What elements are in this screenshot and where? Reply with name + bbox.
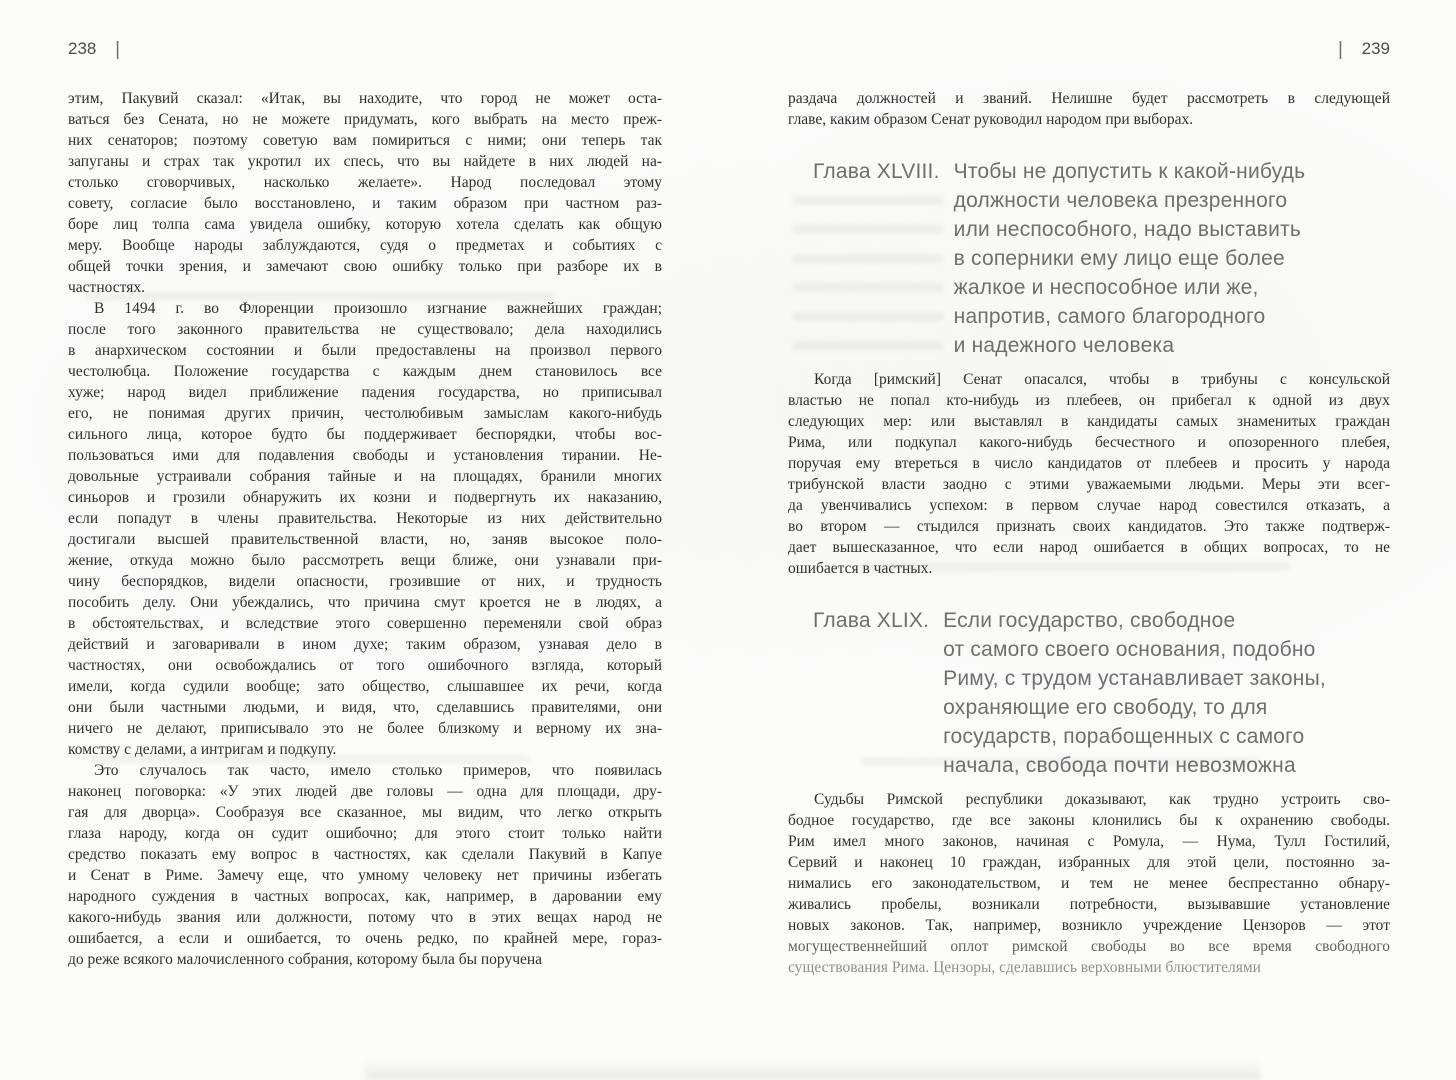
text-line: главе, каким образом Сенат руководил народом при выборах. <box>788 111 1194 128</box>
text-line: ничего не делают, приписывало это не более близкому и верному их зна- <box>68 720 662 737</box>
paragraph <box>68 298 662 760</box>
chapter-title-line: должности человека презренного <box>953 189 1288 212</box>
chapter-title-line: в соперники ему лицо еще более <box>953 247 1285 270</box>
chapter-heading <box>788 157 1390 360</box>
text-line: наконец поговорка: «У этих людей две головы — одна для площади, дру- <box>68 783 662 800</box>
text-line: ошибается, а если и ошибается, то очень редко, по крайней мере, гораз- <box>68 930 662 947</box>
text-line: Когда [римский] Сенат опасался, чтобы в трибуны с консульской <box>814 371 1390 388</box>
text-line: раздача должностей и званий. Нелишне будет рассмотреть в следующей <box>788 90 1390 107</box>
chapter-number-label: Глава XLVIII. <box>813 160 940 183</box>
text-line: пользоваться ими для подавления свободы и установления тирании. Не- <box>68 447 662 464</box>
page-header-right <box>788 38 1390 62</box>
text-line: столько сговорчивых, насколько желаете». Народ последовал этому <box>68 174 662 191</box>
text-line: живались пробелы, возникали потребности, вызывавшие установление <box>788 896 1390 913</box>
paragraph <box>68 88 662 298</box>
chapter-title-line: Если государство, свободное <box>943 609 1236 632</box>
text-line: действий и заговаривали в ином духе; таким образом, узнавая дело в <box>68 636 662 653</box>
chapter-title-line: Риму, с трудом устанавливает законы, <box>943 667 1326 690</box>
text-line: честолюбца. Положение государства с каждым днем становилось все <box>68 363 662 380</box>
text-line: бодное государство, где все законы клонились бы к охранению свободы. <box>788 812 1390 829</box>
chapter-title-line: жалкое и неспособное или же, <box>953 276 1259 299</box>
chapter-title <box>954 157 1390 360</box>
chapter-title-line: от самого своего основания, подобно <box>943 638 1316 661</box>
page-number-left: 238 <box>68 39 97 58</box>
page-header-left <box>68 38 662 62</box>
text-line: комству с делами, а интригам и подкупу. <box>68 741 337 758</box>
text-line: ваться без Сената, но не можете придумать, кого выбрать на место преж- <box>68 111 662 128</box>
chapter-title <box>943 606 1390 780</box>
paragraph <box>788 789 1390 978</box>
text-line: средство показать ему вопрос в частностях, как сделали Пакувий в Капуе <box>68 846 662 863</box>
page-body-left <box>68 88 662 970</box>
text-line: властью не попал кто-нибудь из плебеев, он прибегал к одной из двух <box>788 392 1390 409</box>
text-line: глаза народу, когда он судит ошибочно; для этого стоит только найти <box>68 825 662 842</box>
text-line: них сенаторов; поэтому советую вам помириться с ними; они теперь так <box>68 132 662 149</box>
text-line: общей точки зрения, и замечают свою ошибку только при разборе их в <box>68 258 662 275</box>
text-line: народного суждения в частных вопросах, как, например, в даровании ему <box>68 888 662 905</box>
paragraph <box>788 369 1390 579</box>
text-line: частностях. <box>68 279 145 296</box>
text-line: Рима, или подкупал какого-нибудь бесчестного и опозоренного плебея, <box>788 434 1390 451</box>
text-line: хуже; народ видел приближение падения государства, но приписывал <box>68 384 662 401</box>
text-line: после того законного правительства не существовало; дела находились <box>68 321 662 338</box>
chapter-title-line: или неспособного, надо выставить <box>953 218 1301 241</box>
text-line: совету, согласие было восстановлено, и таким образом при частном раз- <box>68 195 662 212</box>
chapter-title-line: Чтобы не допустить к какой-нибудь <box>953 160 1306 183</box>
text-line: В 1494 г. во Флоренции произошло изгнание важнейших граждан; <box>94 300 662 317</box>
chapter-title-line: государств, порабощенных с самого <box>943 725 1305 748</box>
text-line: пособить делу. Они убеждались, что причина смут кроется не в людях, а <box>68 594 662 611</box>
text-line: меру. Вообще народы заблуждаются, судя о предметах и событиях с <box>68 237 662 254</box>
paragraph <box>788 88 1390 130</box>
text-line: гая для дворца». Сообразуя все сказанное, мы видим, что легко открыть <box>68 804 662 821</box>
text-line: во втором — стыдился признать своих кандидатов. Это также подтверж- <box>788 518 1390 535</box>
text-line: жение, откуда можно было рассмотреть вещи ближе, они узнавали при- <box>68 552 662 569</box>
chapter-title-line: напротив, самого благородного <box>953 305 1266 328</box>
chapter-number-label: Глава XLIX. <box>813 609 930 632</box>
text-line: существования Рима. Цензоры, сделавшись верховными блюстителями <box>788 959 1261 976</box>
text-line: в анархическом состоянии и были предоставлены на произвол первого <box>68 342 662 359</box>
text-line: этим, Пакувий сказал: «Итак, вы находите, что город не может оста- <box>68 90 662 107</box>
text-line: запуганы и страх так укротил их спесь, что вы найдете в них людей на- <box>68 153 662 170</box>
scan-shadow <box>365 1060 1260 1080</box>
text-line: боре лиц толпа сама увидела ошибку, которую хотела сделать как общую <box>68 216 662 233</box>
text-line: сильного лица, которое будто бы поддерживает беспорядки, чтобы вос- <box>68 426 662 443</box>
chapter-title-line: и надежного человека <box>953 334 1175 357</box>
text-line: если попадут в члены правительства. Некоторые из них действительно <box>68 510 662 527</box>
text-line: ошибается в частных. <box>788 560 933 577</box>
text-line: Это случалось так часто, имело столько примеров, что появилась <box>94 762 662 779</box>
paragraph <box>68 760 662 970</box>
text-line: они были частными людьми, и видя, что, сделавшись правителями, они <box>68 699 662 716</box>
chapter-heading <box>788 606 1390 780</box>
text-line: до реже всякого малочисленного собрания, которому была бы поручена <box>68 951 543 968</box>
text-line: какого-нибудь звания или должности, потому что в этих вещах народ не <box>68 909 662 926</box>
page-number-right: 239 <box>1361 39 1390 58</box>
text-line: трибунской власти заодно с этими уважаемыми людьми. Меры эти всег- <box>788 476 1390 493</box>
text-line: его, не понимая других причин, честолюбивым замыслам какого-нибудь <box>68 405 662 422</box>
text-line: частностях, они освобождались от того ошибочного взгляда, который <box>68 657 662 674</box>
chapter-title-line: охраняющие его свободу, то для <box>943 696 1268 719</box>
text-line: в обстоятельствах, и вследствие этого совершенно переменяли свой образ <box>68 615 662 632</box>
text-line: довольные устраивали собрания тайные и на площадях, бранили многих <box>68 468 662 485</box>
text-line: Судьбы Римской республики доказывают, как трудно устроить сво- <box>814 791 1390 808</box>
text-line: имели, когда судили вообще; зато общество, слышавшее их речи, когда <box>68 678 662 695</box>
text-line: и Сенат в Риме. Замечу еще, что умному человеку нет причины избегать <box>68 867 662 884</box>
header-divider-right: | <box>1337 39 1343 60</box>
text-line: могущественнейший оплот римской свободы во все время свободного <box>788 938 1390 955</box>
page-body-right <box>788 88 1390 978</box>
text-line: чину беспорядков, видели опасности, грозившие от них, и трудность <box>68 573 662 590</box>
text-line: дает вышесказанное, что если народ ошибается в общих вопросах, то не <box>788 539 1390 556</box>
text-line: Рим имел много законов, начиная с Ромула, — Нума, Тулл Гостилий, <box>788 833 1390 850</box>
text-line: Сервий и наконец 10 граждан, избранных для этой цели, постоянно за- <box>788 854 1390 871</box>
header-divider-left: | <box>115 39 121 60</box>
chapter-title-line: начала, свобода почти невозможна <box>943 754 1296 777</box>
text-line: достигали высшей правительственной власти, но, заняв высокое поло- <box>68 531 662 548</box>
text-line: синьоров и грозили обнаружить их козни и подвергнуть их наказанию, <box>68 489 662 506</box>
text-line: новых законов. Так, например, возникло учреждение Цензоров — этот <box>788 917 1390 934</box>
text-line: следующих мер: или выставлял в кандидаты самых знаменитых граждан <box>788 413 1390 430</box>
text-line: да увенчивались успехом: в первом случае народ совестился отказать, а <box>788 497 1390 514</box>
text-line: нимались его законодательством, и тем не менее беспрестанно обнару- <box>788 875 1390 892</box>
text-line: поручая ему втереться в число кандидатов от плебеев и просить у народа <box>788 455 1390 472</box>
